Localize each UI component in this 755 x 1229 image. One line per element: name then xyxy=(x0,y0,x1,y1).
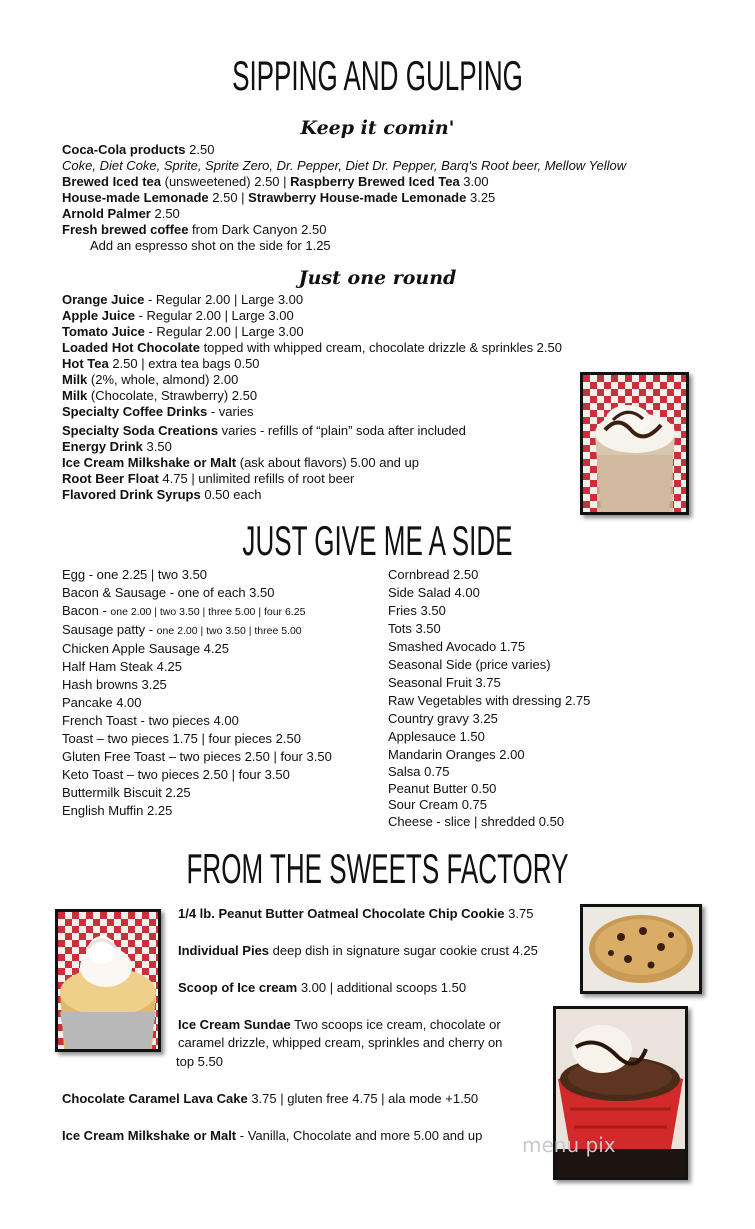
list-item: Cornbread 2.50 xyxy=(388,567,479,582)
list-item: English Muffin 2.25 xyxy=(62,803,173,818)
menu-line: Arnold Palmer 2.50 xyxy=(62,206,180,221)
list-item: Salsa 0.75 xyxy=(388,764,450,779)
list-item: Applesauce 1.50 xyxy=(388,729,485,744)
list-item: Cheese - slice | shredded 0.50 xyxy=(388,813,565,829)
list-item: French Toast - two pieces 4.00 xyxy=(62,713,239,728)
menu-line: Brewed Iced tea (unsweetened) 2.50 | Raspberry Brewed Iced Tea 3.00 xyxy=(62,174,489,189)
menu-line: Flavored Drink Syrups 0.50 each xyxy=(62,487,262,502)
menu-line: Individual Pies deep dish in signature sugar cookie crust 4.25 xyxy=(178,943,538,958)
menu-line: Orange Juice - Regular 2.00 | Large 3.00 xyxy=(62,292,304,307)
menu-line: 1/4 lb. Peanut Butter Oatmeal Chocolate Chip Cookie 3.75 xyxy=(178,906,534,921)
watermark: menu pix xyxy=(522,1133,616,1157)
list-item: Hash browns 3.25 xyxy=(62,677,167,692)
list-item: Peanut Butter 0.50 xyxy=(388,780,497,796)
list-item: Raw Vegetables with dressing 2.75 xyxy=(388,693,591,708)
list-item: Smashed Avocado 1.75 xyxy=(388,639,526,654)
list-item: Side Salad 4.00 xyxy=(388,585,480,600)
milkshake-photo xyxy=(580,372,689,515)
list-item: Pancake 4.00 xyxy=(62,695,142,710)
list-item: Bacon - one 2.00 | two 3.50 | three 5.00 | four 6.25 xyxy=(62,603,306,618)
menu-line: Chocolate Caramel Lava Cake 3.75 | gluten free 4.75 | ala mode +1.50 xyxy=(62,1091,479,1106)
menu-line: Loaded Hot Chocolate topped with whipped cream, chocolate drizzle & sprinkles 2.50 xyxy=(62,340,562,355)
list-item: Sausage patty - one 2.00 | two 3.50 | three 5.00 xyxy=(62,622,302,637)
list-item: Bacon & Sausage - one of each 3.50 xyxy=(62,585,275,600)
menu-line: Ice Cream Milkshake or Malt (ask about flavors) 5.00 and up xyxy=(62,455,419,470)
menu-line: Apple Juice - Regular 2.00 | Large 3.00 xyxy=(62,308,294,323)
menu-line: caramel drizzle, whipped cream, sprinkles and cherry on xyxy=(178,1035,503,1050)
menu-line: Coke, Diet Coke, Sprite, Sprite Zero, Dr. Pepper, Diet Dr. Pepper, Barq's Root beer, Mellow Yellow xyxy=(62,158,627,173)
list-item: Toast – two pieces 1.75 | four pieces 2.50 xyxy=(62,731,301,746)
menu-line: Specialty Soda Creations varies - refills of “plain” soda after included xyxy=(62,423,466,438)
subtitle-just-one-round: Just one round xyxy=(298,267,457,289)
section-title-side: JUST GIVE ME A SIDE xyxy=(242,517,513,564)
list-item: Gluten Free Toast – two pieces 2.50 | four 3.50 xyxy=(62,749,332,764)
list-item: Seasonal Fruit 3.75 xyxy=(388,675,501,690)
list-item: Buttermilk Biscuit 2.25 xyxy=(62,785,191,800)
menu-line: House-made Lemonade 2.50 | Strawberry House-made Lemonade 3.25 xyxy=(62,190,496,205)
menu-line: Root Beer Float 4.75 | unlimited refills of root beer xyxy=(62,471,355,486)
list-item: Fries 3.50 xyxy=(388,603,446,618)
menu-line: Hot Tea 2.50 | extra tea bags 0.50 xyxy=(62,356,260,371)
subtitle-keep-it-comin: Keep it comin' xyxy=(300,117,455,139)
menu-line: Milk (Chocolate, Strawberry) 2.50 xyxy=(62,388,258,403)
menu-line: Specialty Coffee Drinks - varies xyxy=(62,404,254,419)
menu-line: Coca-Cola products 2.50 xyxy=(62,142,215,157)
list-item: Country gravy 3.25 xyxy=(388,711,498,726)
side-list-left xyxy=(62,566,332,820)
menu-line: Ice Cream Sundae Two scoops ice cream, chocolate or xyxy=(178,1017,501,1032)
menu-line: Tomato Juice - Regular 2.00 | Large 3.00 xyxy=(62,324,304,339)
list-item: Sour Cream 0.75 xyxy=(388,797,487,812)
list-item: Keto Toast – two pieces 2.50 | four 3.50 xyxy=(62,767,290,782)
section-title-sipping: SIPPING AND GULPING xyxy=(232,52,523,99)
list-item: Seasonal Side (price varies) xyxy=(388,657,551,672)
list-item: Egg - one 2.25 | two 3.50 xyxy=(62,567,208,582)
list-item: Chicken Apple Sausage 4.25 xyxy=(62,641,229,656)
list-item: Mandarin Oranges 2.00 xyxy=(388,747,525,762)
list-item: Half Ham Steak 4.25 xyxy=(62,659,182,674)
side-list-right xyxy=(388,566,590,830)
section-title-sweets: FROM THE SWEETS FACTORY xyxy=(186,845,569,892)
cookie-photo xyxy=(580,904,702,994)
menu-line: Scoop of Ice cream 3.00 | additional scoops 1.50 xyxy=(178,980,467,995)
menu-line: top 5.50 xyxy=(176,1054,223,1069)
menu-line: Ice Cream Milkshake or Malt - Vanilla, Chocolate and more 5.00 and up xyxy=(62,1128,483,1143)
menu-line: Energy Drink 3.50 xyxy=(62,439,172,454)
list-item: Tots 3.50 xyxy=(388,621,441,636)
menu-line: Fresh brewed coffee from Dark Canyon 2.50 xyxy=(62,222,327,237)
menu-line: Add an espresso shot on the side for 1.25 xyxy=(90,238,331,253)
pie-photo xyxy=(55,909,161,1052)
menu-line: Milk (2%, whole, almond) 2.00 xyxy=(62,372,239,387)
